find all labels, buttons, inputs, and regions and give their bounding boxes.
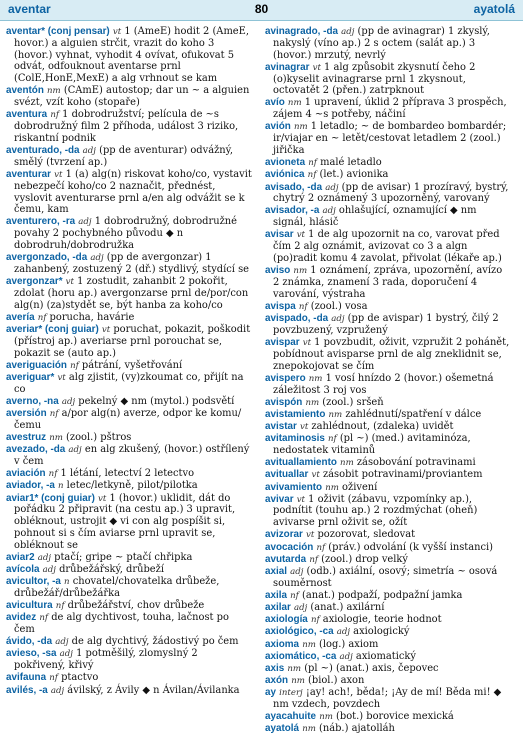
dictionary-entry: avivamiento nm oživení [265, 481, 378, 493]
dictionary-entry: aventurar vt 1 (a) alg(n) riskovat koho/co, vystavit nebezpečí koho/co 2 naznačit, přednést, vyslovit aventurarse prnl a/en alg odvážit se k čemu, kam [6, 168, 252, 216]
dictionary-entry: avispar vt 1 povzbudit, oživit, vzpružit 2 pohánět, pobídnout avisparse prnl de alg zneklidnit se, znepokojovat se čím [265, 337, 510, 372]
dictionary-entry: avío nm 1 upravení, úklid 2 příprava 3 prospěch, zájem 4 ~s potřeby, náčiní [265, 97, 507, 121]
dictionary-entry: avisado, -da adj (pp de avisar) 1 prozíravý, bystrý, chytrý 2 oznámený 3 upozorněný, varovaný [265, 181, 509, 205]
dictionary-entry: axiomático, -ca adj axiomatický [265, 650, 416, 662]
dictionary-entry: avispa nf (zool.) vosa [265, 300, 368, 312]
dictionary-entry: aviador, -a n letec/letkyně, pilot/pilotka [6, 480, 198, 492]
dictionary-entry: avisar vt 1 de alg upozornit na co, varovat před čím 2 alg oznámit, avizovat co 3 a algn (po)radit komu 4 zavolat, přivolat (lékaře ap.) [265, 229, 502, 264]
dictionary-entry: avezado, -da adj en alg zkušený, (hovor.) ostřílený v čem [6, 444, 250, 467]
guide-word-left: aventar [8, 2, 51, 16]
dictionary-entry: avioneta nf malé letadlo [265, 157, 382, 169]
dictionary-entry: axis nm (pl ~) (anat.) axis, čepovec [265, 662, 439, 674]
dictionary-entry: aviso nm 1 oznámení, zpráva, upozornění, avízo 2 známka, znamení 3 rada, doporučení 4 varování, výstraha [265, 265, 503, 300]
dictionary-entry: averno, -na adj pekelný ◆ nm (mytol.) podsvětí [6, 395, 235, 407]
page-header [0, 0, 523, 21]
dictionary-entry: avidez nf de alg dychtivost, touha, lačnost po čem [6, 612, 229, 636]
page-number: 80 [254, 2, 269, 16]
guide-word-right: ayatolá [473, 2, 515, 16]
dictionary-entry: avinagrado, -da adj (pp de avinagrar) 1 zkyslý, nakyslý (víno ap.) 2 s octem (salát ap.) 3 (hovor.) mrzutý, nevrlý [265, 26, 490, 61]
dictionary-entry: avergonzar* vt 1 zostudit, zahanbit 2 pokořit, zdolat (horu ap.) avergonzarse prnl de/por/con alg(n) (za)stydět se, být hanba za koho/co [6, 276, 249, 311]
dictionary-entry: avituallar vt zásobit potravinami/proviantem [265, 469, 483, 481]
dictionary-entry: aviónica nf (let.) avionika [265, 169, 389, 181]
dictionary-entry: aviar1* (conj guiar) vt 1 (hovor.) uklidit, dát do pořádku 2 připravit (na cestu ap.) 3 upravit, obléknout, ustrojit ◆ vi con alg pospíšit si, pohnout si s čím aviarse prnl upravit se, obléknout se [6, 492, 236, 551]
dictionary-entry: axilar adj (anat.) axilární [265, 602, 385, 614]
dictionary-entry: aventura nf 1 dobrodružství; película de ~s dobrodružný film 2 příhoda, událost 3 riziko, riskantní podnik [6, 109, 239, 144]
dictionary-entry: avitaminosis nf (pl ~) (med.) avitaminóza, nedostatek vitaminů [265, 433, 471, 456]
dictionary-entry: avinagrar vt 1 alg způsobit zkysnutí čeho 2 (o)kyselit avinagrarse prnl 1 zkysnout, octovatět 2 (přen.) zatrpknout [265, 61, 476, 97]
dictionary-entry: avicultor, -a n chovatel/chovatelka drůbeže, drůbežář/drůbežářka [6, 576, 220, 599]
dictionary-entry: averiguar* vt alg zjistit, (vy)zkoumat co, přijít na co [6, 371, 244, 395]
left-column [6, 26, 252, 697]
dictionary-entry: avispón nm (zool.) sršeň [265, 396, 384, 408]
dictionary-entry: axioma nm (log.) axiom [265, 638, 379, 650]
dictionary-entry: avizorar vt pozorovat, sledovat [265, 529, 416, 541]
dictionary-entry: avería nf porucha, havárie [6, 311, 135, 323]
dictionary-entry: avestruz nm (zool.) pštros [6, 432, 132, 444]
dictionary-entry: axiológico, -ca adj axiologický [265, 626, 410, 638]
dictionary-entry: ayatolá nm (náb.) ajatolláh [265, 723, 395, 735]
dictionary-entry: ayacahuite nm (bot.) borovice mexická [265, 711, 454, 723]
dictionary-entry: aviar2 adj ptačí; gripe ~ ptačí chřipka [6, 551, 193, 563]
dictionary-entry: avícola adj drůbežářský, drůbeží [6, 563, 164, 575]
dictionary-entry: avión nm 1 letadlo; ~ de bombardeo bombardér; ir/viajar en ~ letět/cestovat letadlem 2 (zool.) jiřička [265, 121, 507, 156]
dictionary-entry: aventar* (conj pensar) vt 1 (AmeE) hodit 2 (AmeE, hovor.) a alguien strčit, vrazit do koho 3 (hovor.) vyhnat, vyhodit 4 ovívat, ofukovat 5 odvát, odfouknout aventarse prnl (ColE,HonE,MexE) a alg vrhnout se kam [6, 26, 249, 85]
dictionary-entry: aventurado, -da adj (pp de aventurar) odvážný, smělý (tvrzení ap.) [6, 144, 234, 168]
dictionary-entry: avispero nm 1 vosí hnízdo 2 (hovor.) ošemetná záležitost 3 roj vos [265, 372, 494, 396]
dictionary-entry: avifauna nf ptactvo [6, 672, 99, 684]
dictionary-entry: avieso, -sa adj 1 potměšilý, zlomyslný 2 pokřivený, křivý [6, 648, 198, 672]
dictionary-entry: axial adj (odb.) axiální, osový; simetría ~ osová souměrnost [265, 565, 498, 589]
dictionary-entry: avistamiento nm zahlédnutí/spatření v dálce [265, 408, 482, 420]
dictionary-entry: aventón nm (CAmE) autostop; dar un ~ a alguien svézt, vzít koho (stopaře) [6, 85, 250, 109]
dictionary-entry: ay interj ¡ay! ach!, běda!; ¡Ay de mí! Běda mi! ◆ nm vzdech, povzdech [265, 687, 502, 711]
dictionary-entry: avocación nf (práv.) odvolání (k vyšší instanci) [265, 541, 494, 553]
dictionary-entry: aviación nf 1 létání, letectví 2 letectvo [6, 468, 195, 480]
dictionary-entry: avicultura nf drůbežářství, chov drůbeže [6, 600, 205, 612]
dictionary-entry: avistar vt zahlédnout, (zdaleka) uvidět [265, 421, 454, 433]
dictionary-entry: avivar vt 1 oživit (zábavu, vzpomínky ap.), podnítit (touhu ap.) 2 rozdmýchat (oheň) avivarse prnl oživit se, ožít [265, 493, 478, 529]
dictionary-entry: avituallamiento nm zásobování potravinami [265, 457, 476, 469]
dictionary-entry: axón nm (biol.) axon [265, 675, 365, 687]
dictionary-entry: aversión nf a/por alg(n) averze, odpor ke komu/čemu [6, 408, 242, 431]
dictionary-entry: aventurero, -ra adj 1 dobrodružný, dobrodružné povahy 2 pochybného původu ◆ n dobrodruh/dobrodružka [6, 216, 237, 252]
dictionary-entry: avisador, -a adj ohlašující, oznamující ◆ nm signál, hlásič [265, 205, 477, 229]
right-column [265, 26, 511, 736]
dictionary-entry: avilés, -a adj ávilský, z Ávily ◆ n Ávilan/Ávilanka [6, 684, 240, 696]
dictionary-entry: axiología nf axiologie, teorie hodnot [265, 614, 442, 626]
dictionary-entry: avispado, -da adj (pp de avispar) 1 bystrý, čilý 2 povzbuzený, vzpružený [265, 313, 499, 336]
dictionary-entry: averiar* (conj guiar) vt poruchat, pokazit, poškodit (přístroj ap.) averiarse prnl porouchat se, pokazit se (auto ap.) [6, 324, 251, 359]
dictionary-entry: avutarda nf (zool.) drop velký [265, 553, 408, 565]
dictionary-entry: ávido, -da adj de alg dychtivý, žádostivý po čem [6, 636, 239, 648]
dictionary-entry: avergonzado, -da adj (pp de avergonzar) 1 zahanbený, zostuzený 2 (dř.) stydlivý, stydící se [6, 252, 250, 275]
dictionary-entry: averiguación nf pátrání, vyšetřování [6, 359, 183, 371]
dictionary-entry: axila nf (anat.) podpaží, podpažní jamka [265, 589, 463, 601]
